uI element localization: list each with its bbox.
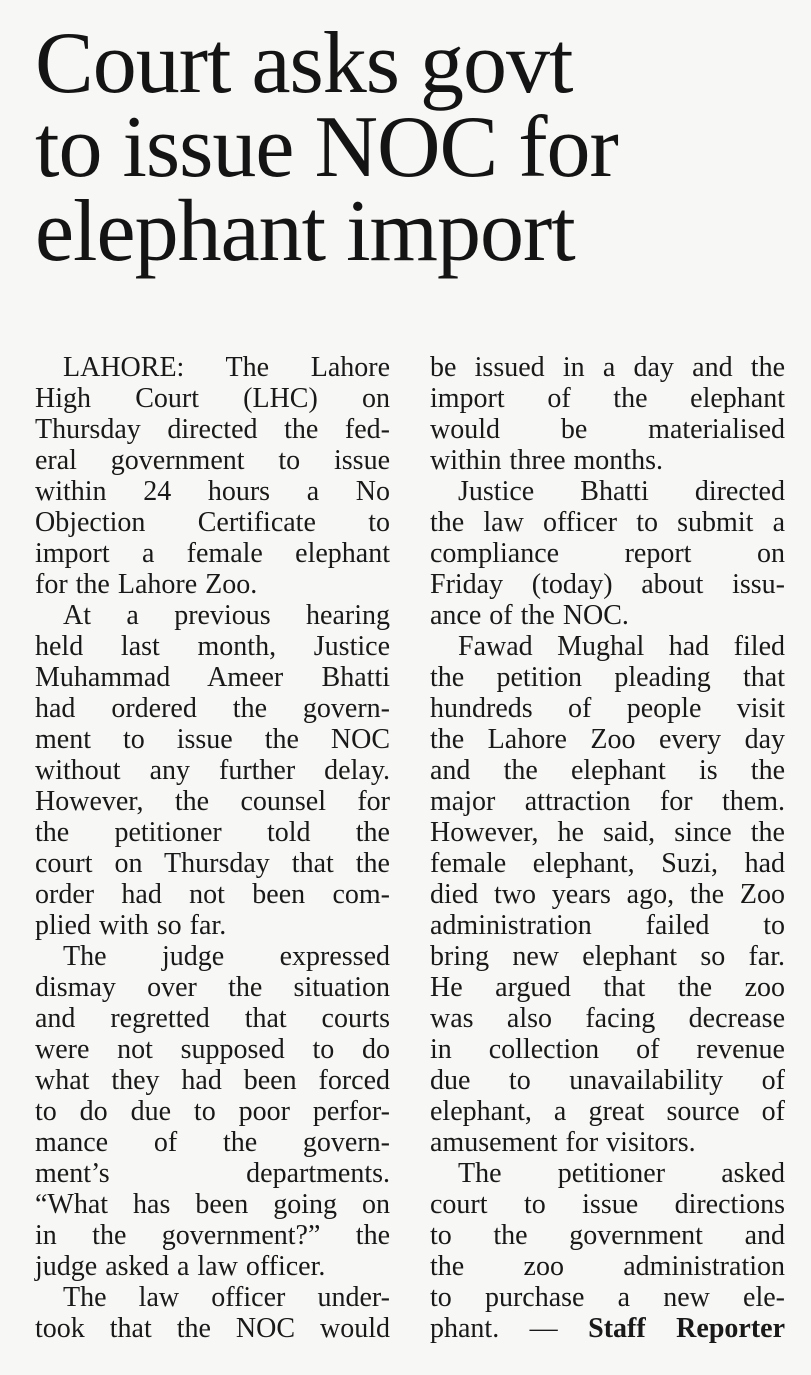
text-line: were not supposed to do	[35, 1034, 390, 1065]
paragraph	[35, 352, 390, 600]
text-line: dismay over the situation	[35, 972, 390, 1003]
text-line: the petitioner told the	[35, 817, 390, 848]
paragraph	[430, 1158, 785, 1344]
paragraph	[430, 476, 785, 631]
text-line: elephant, a great source of	[430, 1096, 785, 1127]
text-line: for the Lahore Zoo.	[35, 569, 258, 600]
text-line: However, he said, since the	[430, 817, 785, 848]
text-line: At a previous hearing	[63, 600, 390, 631]
paragraph	[430, 352, 785, 476]
text-line: bring new elephant so far.	[430, 941, 785, 972]
headline-line-2: to issue NOC for	[35, 99, 618, 196]
text-line: mance of the govern-	[35, 1127, 390, 1158]
text-line	[430, 1313, 785, 1344]
text-line: court to issue directions	[430, 1189, 785, 1220]
text-line: female elephant, Suzi, had	[430, 848, 785, 879]
text-line: in collection of revenue	[430, 1034, 785, 1065]
text-line: was also facing decrease	[430, 1003, 785, 1034]
text-line: and the elephant is the	[430, 755, 785, 786]
text-line: the law officer to submit a	[430, 507, 785, 538]
text-line: plied with so far.	[35, 910, 227, 941]
text-line: High Court (LHC) on	[35, 383, 390, 414]
text-line: had ordered the govern-	[35, 693, 390, 724]
text-line: The petitioner asked	[458, 1158, 785, 1189]
headline-line-1: Court asks govt	[35, 15, 573, 112]
text-line: in the government?” the	[35, 1220, 390, 1251]
article-column	[35, 352, 390, 1344]
text-line: without any further delay.	[35, 755, 390, 786]
article-body	[35, 352, 785, 1344]
text-line: the petition pleading that	[430, 662, 785, 693]
text-line: The law officer under-	[63, 1282, 390, 1313]
text-line: due to unavailability of	[430, 1065, 785, 1096]
text-line: LAHORE: The Lahore	[63, 352, 390, 383]
text-line: to do due to poor perfor-	[35, 1096, 390, 1127]
text-line: to the government and	[430, 1220, 785, 1251]
text-line: took that the NOC would	[35, 1313, 390, 1344]
text-line: held last month, Justice	[35, 631, 390, 662]
text-line: He argued that the zoo	[430, 972, 785, 1003]
text-line: died two years ago, the Zoo	[430, 879, 785, 910]
text-line: what they had been forced	[35, 1065, 390, 1096]
text-line: However, the counsel for	[35, 786, 390, 817]
text-line: Friday (today) about issu-	[430, 569, 785, 600]
text-line: within three months.	[430, 445, 663, 476]
text-line: administration failed to	[430, 910, 785, 941]
text-line: major attraction for them.	[430, 786, 785, 817]
text-line: ance of the NOC.	[430, 600, 629, 631]
text-line: within 24 hours a No	[35, 476, 390, 507]
text-line: compliance report on	[430, 538, 785, 569]
article-headline	[35, 15, 785, 280]
text-line: amusement for visitors.	[430, 1127, 696, 1158]
text-line: ment to issue the NOC	[35, 724, 390, 755]
paragraph	[35, 1282, 390, 1344]
text-line: would be materialised	[430, 414, 785, 445]
text-line: Thursday directed the fed-	[35, 414, 390, 445]
text-line: Fawad Mughal had filed	[458, 631, 785, 662]
text-line: Objection Certificate to	[35, 507, 390, 538]
text-line: be issued in a day and the	[430, 352, 785, 383]
paragraph	[35, 941, 390, 1282]
text-line: import a female elephant	[35, 538, 390, 569]
paragraph	[430, 631, 785, 1158]
text-line: order had not been com-	[35, 879, 390, 910]
text-line: The judge expressed	[63, 941, 390, 972]
byline: Staff Reporter	[588, 1313, 785, 1344]
text-line: and regretted that courts	[35, 1003, 390, 1034]
paragraph	[35, 600, 390, 941]
text-line: judge asked a law officer.	[35, 1251, 326, 1282]
text-line: “What has been going on	[35, 1189, 390, 1220]
text-line: hundreds of people visit	[430, 693, 785, 724]
text-line: court on Thursday that the	[35, 848, 390, 879]
text-line: the Lahore Zoo every day	[430, 724, 785, 755]
text-line: the zoo administration	[430, 1251, 785, 1282]
text-line: ment’s departments.	[35, 1158, 390, 1189]
text-line: eral government to issue	[35, 445, 390, 476]
signoff-text: phant. —	[430, 1313, 589, 1344]
text-line: to purchase a new ele-	[430, 1282, 785, 1313]
headline-line-3: elephant import	[35, 183, 575, 280]
article-column	[430, 352, 785, 1344]
text-line: Muhammad Ameer Bhatti	[35, 662, 390, 693]
text-line: Justice Bhatti directed	[458, 476, 785, 507]
text-line: import of the elephant	[430, 383, 785, 414]
